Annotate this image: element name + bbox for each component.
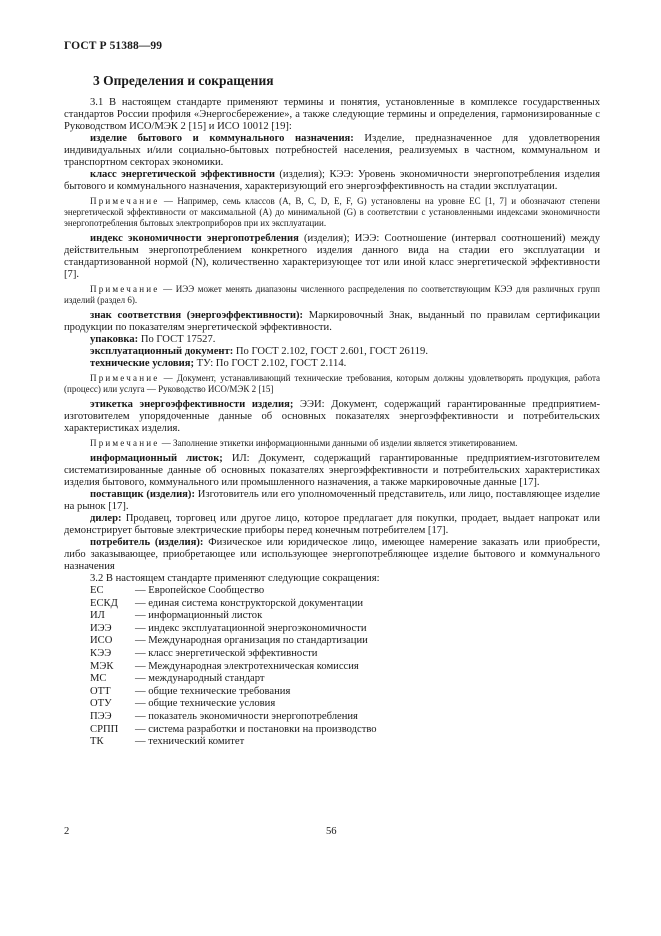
document-code: ГОСТ Р 51388—99 bbox=[64, 40, 163, 52]
abbreviation-key: ОТУ bbox=[90, 698, 112, 710]
abbreviation-list bbox=[64, 585, 600, 749]
note-2 bbox=[64, 284, 600, 306]
definition-efficiency-label bbox=[64, 399, 600, 435]
definition-text: ТУ: По ГОСТ 2.102, ГОСТ 2.114. bbox=[194, 358, 347, 369]
abbreviation-key: ИСО bbox=[90, 635, 113, 647]
abbreviation-key: ТК bbox=[90, 736, 104, 748]
definition-text: ИЛ: Документ, содержащий гарантированные предприятием-изготовителем систематизированные данные об основных показателях энергоэффективности и потребительских характеристиках изделия бытового, коммунального или промышленного назначения, а также маркировочные данные [17]. bbox=[64, 453, 601, 488]
abbreviation-definition: — международный стандарт bbox=[135, 673, 265, 685]
term: технические условия; bbox=[90, 358, 194, 369]
term: дилер: bbox=[90, 513, 122, 524]
note-4 bbox=[64, 438, 600, 449]
term: упаковка: bbox=[90, 334, 139, 345]
note-1 bbox=[64, 196, 600, 229]
term: класс энергетической эффективности bbox=[90, 169, 275, 180]
note-text: — ИЭЭ может менять диапазоны численного распределения по соответствующим КЭЭ для различных групп изделий (раздел 6). bbox=[64, 284, 600, 305]
definition-text: Продавец, торговец или другое лицо, которое предлагает для покупки, продает, выдает напрокат или демонстрирует бытовые электрические приборы перед конечным потребителем [17]. bbox=[64, 513, 600, 536]
abbreviation-definition: — Европейское Сообщество bbox=[135, 585, 265, 596]
definition-information-sheet bbox=[64, 453, 600, 489]
abbreviation-row bbox=[64, 698, 600, 711]
definition-supplier bbox=[64, 489, 600, 513]
definition-text: ЭЭИ: Документ, содержащий гарантированные предприятием-изготовителем упорядоченные данные об основных показателях энергоэффективности и потребительских характеристиках изделия. bbox=[64, 399, 600, 434]
term: этикетка энергоэффективности изделия; bbox=[90, 399, 294, 410]
definition-technical-conditions bbox=[64, 358, 600, 370]
note-label: Примечание bbox=[90, 438, 160, 448]
abbreviation-definition: — индекс эксплуатационной энергоэкономичности bbox=[135, 622, 367, 634]
definition-text: (изделия); ИЭЭ: Соотношение (интервал соотношений) между действительным энергопотреблением конкретного изделия данного вида на стадии его эксплуатации и стандартизованной нормой (N), количественно характеризующее тот или иной класс энергетической эффективности [7]. bbox=[64, 233, 600, 280]
term: информационный листок; bbox=[90, 453, 223, 464]
abbreviation-key: ЕС bbox=[90, 585, 104, 596]
term: потребитель (изделия): bbox=[90, 537, 204, 548]
term: индекс экономичности энергопотребления bbox=[90, 233, 299, 244]
definition-operational-document bbox=[64, 346, 600, 358]
abbreviation-key: КЭЭ bbox=[90, 647, 112, 659]
abbreviation-key: ЕСКД bbox=[90, 597, 118, 609]
abbreviation-row bbox=[64, 623, 600, 636]
abbreviation-row bbox=[64, 686, 600, 699]
note-label: Примечание bbox=[90, 373, 160, 383]
abbreviation-row bbox=[64, 724, 600, 737]
abbreviation-row bbox=[64, 736, 600, 749]
abbreviation-key: МС bbox=[90, 673, 107, 685]
abbreviation-definition: — Международная организация по стандартизации bbox=[135, 635, 368, 647]
definition-consumer bbox=[64, 537, 600, 573]
term: поставщик (изделия): bbox=[90, 489, 195, 500]
body-text bbox=[64, 97, 600, 749]
footer-page-number-left: 2 bbox=[64, 826, 70, 837]
abbreviation-definition: — общие технические требования bbox=[135, 685, 291, 697]
definition-household-item bbox=[64, 133, 600, 169]
abbreviation-definition: — система разработки и постановки на производство bbox=[135, 723, 377, 735]
abbreviation-row bbox=[64, 648, 600, 661]
abbreviation-definition: — информационный листок bbox=[135, 610, 263, 622]
definition-energy-class bbox=[64, 169, 600, 193]
definition-text: Физическое или юридическое лицо, имеющее намерение заказать или приобрести, либо заказывающее, приобретающее или использующее энергопотребляющее изделие бытового и коммунального назначения bbox=[64, 537, 600, 572]
definition-text: (изделия); КЭЭ: Уровень экономичности энергопотребления изделия бытового и коммунального назначения, характеризующий его энергоэффективность на стадии эксплуатации. bbox=[64, 169, 600, 192]
note-text: — Например, семь классов (А, В, С, D, Е, F, G) установлены на уровне ЕС [1, 7] и обозначают степени энергетической эффективности от максимальной (А) до минимальной (G) в соответствии с установленными индексами экономичности энергопотребления бытовых электроприборов при их эксплуатации. bbox=[64, 196, 600, 228]
abbreviation-key: ПЭЭ bbox=[90, 710, 112, 722]
definition-conformity-mark bbox=[64, 310, 600, 334]
abbreviation-definition: — общие технические условия bbox=[135, 698, 276, 710]
abbreviation-key: ОТТ bbox=[90, 685, 111, 697]
definition-efficiency-index bbox=[64, 233, 600, 281]
abbreviation-row bbox=[64, 635, 600, 648]
abbreviation-definition: — Международная электротехническая комиссия bbox=[135, 660, 359, 672]
paragraph-3-1: 3.1 В настоящем стандарте применяют термины и понятия, установленные в комплексе государственных стандартов России профиля «Энергосбережение», а также следующие термины и определения, гармонизированные с Руководством ИСО/МЭК 2 [15] и ИСО 10012 [19]: bbox=[64, 97, 600, 132]
abbreviation-row bbox=[64, 711, 600, 724]
note-text: — Документ, устанавливающий технические требования, которым должны удовлетворять продукция, работа (процесс) или услуга — Руководство ИСО/МЭК 2 [15] bbox=[64, 373, 600, 394]
note-label: Примечание bbox=[90, 284, 160, 294]
note-3 bbox=[64, 373, 600, 395]
abbreviation-key: МЭК bbox=[90, 660, 114, 672]
abbreviation-key: ИЛ bbox=[90, 610, 105, 622]
definition-dealer bbox=[64, 513, 600, 537]
abbreviation-key: ИЭЭ bbox=[90, 622, 112, 634]
abbreviation-key: СРПП bbox=[90, 723, 119, 735]
definition-text: По ГОСТ 17527. bbox=[138, 334, 216, 345]
term: знак соответствия (энергоэффективности): bbox=[90, 310, 304, 321]
note-text: — Заполнение этикетки информационными данными об изделии является этикетированием. bbox=[159, 438, 518, 448]
abbreviation-definition: — технический комитет bbox=[135, 736, 245, 748]
definition-text: Маркировочный Знак, выданный по правилам сертификации продукции по показателям энергетической эффективности. bbox=[64, 310, 600, 333]
abbreviation-row bbox=[64, 585, 600, 598]
abbreviation-row bbox=[64, 610, 600, 623]
abbreviation-row bbox=[64, 598, 600, 611]
note-label: Примечание bbox=[90, 196, 160, 206]
abbreviation-row bbox=[64, 661, 600, 674]
definition-text: Изготовитель или его уполномоченный представитель, или лицо, поставляющее изделие на рынок [17]. bbox=[64, 489, 600, 512]
paragraph-3-2: 3.2 В настоящем стандарте применяют следующие сокращения: bbox=[90, 573, 380, 584]
term: изделие бытового и коммунального назначения: bbox=[90, 133, 354, 144]
definition-text: Изделие, предназначенное для удовлетворения индивидуальных и/или социально-бытовых потребностей населения, реализуемых в частном, коммунальном и транспортном секторах экономики. bbox=[64, 133, 601, 168]
footer-page-number-center: 56 bbox=[326, 826, 337, 837]
definition-packaging bbox=[64, 334, 600, 346]
abbreviation-definition: — показатель экономичности энергопотребления bbox=[135, 710, 358, 722]
term: эксплуатационный документ: bbox=[90, 346, 234, 357]
abbreviation-definition: — класс энергетической эффективности bbox=[135, 647, 318, 659]
definition-text: По ГОСТ 2.102, ГОСТ 2.601, ГОСТ 26119. bbox=[233, 346, 428, 357]
section-title: 3 Определения и сокращения bbox=[93, 73, 274, 88]
abbreviation-row bbox=[64, 673, 600, 686]
abbreviation-definition: — единая система конструкторской документации bbox=[135, 597, 364, 609]
